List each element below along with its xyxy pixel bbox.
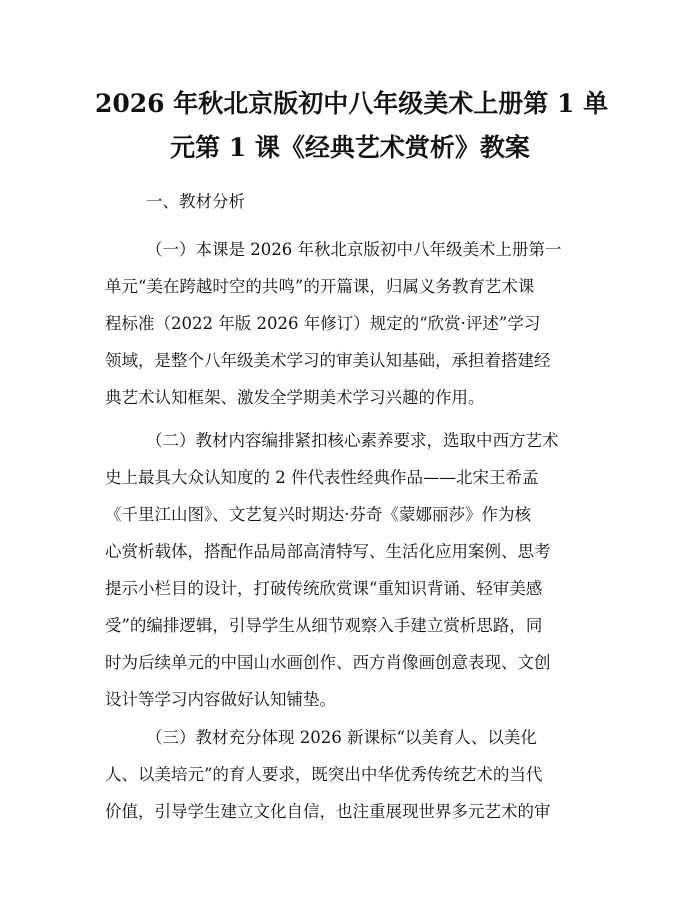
paragraph-1-line-4: 领域，是整个八年级美术学习的审美认知基础，承担着搭建经 xyxy=(105,351,551,370)
paragraph-3-line-1: （三）教材充分体现 2026 新课标“以美育人、以美化 xyxy=(146,728,537,747)
paragraph-1-line-2: 单元“美在跨越时空的共鸣”的开篇课，归属义务教育艺术课 xyxy=(105,277,535,296)
paragraph-1-line-1: （一）本课是 2026 年秋北京版初中八年级美术上册第一 xyxy=(146,240,562,259)
paragraph-3-line-2: 人、以美培元”的育人要求，既突出中华优秀传统艺术的当代 xyxy=(105,765,543,784)
paragraph-2-line-4: 心赏析载体，搭配作品局部高清特写、生活化应用案例、思考 xyxy=(105,542,551,561)
paragraph-2-line-3: 《千里江山图》、文艺复兴时期达·芬奇《蒙娜丽莎》作为核 xyxy=(105,505,531,524)
paragraph-1-line-5: 典艺术认知框架、激发全学期美术学习兴趣的作用。 xyxy=(105,388,485,407)
paragraph-3-line-3: 价值，引导学生建立文化自信，也注重展现世界多元艺术的审 xyxy=(105,802,551,821)
paragraph-2-line-8: 设计等学习内容做好认知铺垫。 xyxy=(105,690,336,709)
paragraph-2-line-7: 时为后续单元的中国山水画创作、西方肖像画创意表现、文创 xyxy=(105,653,551,672)
document-title-line-1: 2026 年秋北京版初中八年级美术上册第 1 单 xyxy=(95,89,609,118)
section-heading: 一、教材分析 xyxy=(146,192,245,211)
paragraph-1-line-3: 程标准（2022 年版 2026 年修订）规定的“欣赏·评述”学习 xyxy=(105,314,541,333)
document-title-line-2: 元第 1 课《经典艺术赏析》教案 xyxy=(170,133,530,162)
paragraph-2-line-2: 史上最具大众认知度的 2 件代表性经典作品——北宋王希孟 xyxy=(105,468,539,487)
paragraph-2-line-5: 提示小栏目的设计，打破传统欣赏课“重知识背诵、轻审美感 xyxy=(105,579,543,598)
paragraph-2-line-1: （二）教材内容编排紧扣核心素养要求，选取中西方艺术 xyxy=(146,431,559,450)
paragraph-2-line-6: 受”的编排逻辑，引导学生从细节观察入手建立赏析思路，同 xyxy=(105,616,543,635)
